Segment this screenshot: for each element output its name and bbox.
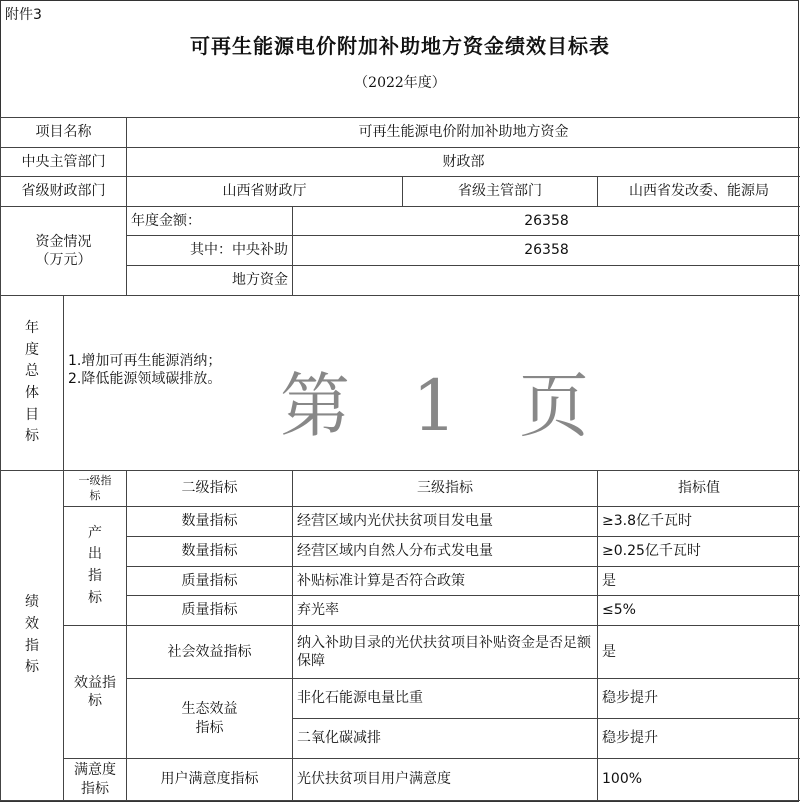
prov-dept-value: 山西省发改委、能源局 xyxy=(598,177,800,207)
benefit-eco-value: 稳步提升 xyxy=(598,679,800,719)
project-name-label: 项目名称 xyxy=(1,118,127,148)
output-l2: 质量指标 xyxy=(127,567,293,596)
output-l3: 弃光率 xyxy=(293,596,598,626)
header-level3: 三级指标 xyxy=(293,471,598,507)
output-l2: 数量指标 xyxy=(127,507,293,537)
annual-goal-label: 年度总体目标 xyxy=(1,296,64,471)
funds-label-line1: 资金情况 xyxy=(35,233,92,250)
satisfaction-l2: 用户满意度指标 xyxy=(127,759,293,801)
benefit-eco-l2-line2: 指标 xyxy=(195,719,224,736)
benefit-eco-l2 xyxy=(127,679,293,759)
output-value: ≥0.25亿千瓦时 xyxy=(598,537,800,567)
table-row xyxy=(1,626,800,679)
output-l2: 质量指标 xyxy=(127,596,293,626)
satisfaction-value: 100% xyxy=(598,759,800,801)
funds-label-line2: （万元） xyxy=(35,252,92,268)
table-row xyxy=(1,177,800,207)
performance-indicators-label: 绩效指标 xyxy=(1,471,64,801)
attachment-label: 附件3 xyxy=(5,7,42,23)
annual-amount-value: 26358 xyxy=(293,207,800,236)
output-value: ≥3.8亿千瓦时 xyxy=(598,507,800,537)
table-row xyxy=(1,118,800,148)
output-value: ≤5% xyxy=(598,596,800,626)
table-row xyxy=(1,148,800,177)
output-l3: 经营区域内自然人分布式发电量 xyxy=(293,537,598,567)
output-l3: 补贴标准计算是否符合政策 xyxy=(293,567,598,596)
annual-amount-label: 年度金额： xyxy=(127,207,293,236)
prov-finance-value: 山西省财政厅 xyxy=(127,177,403,207)
document-header xyxy=(0,0,800,117)
output-l2: 数量指标 xyxy=(127,537,293,567)
satisfaction-label xyxy=(64,759,127,801)
year-label: （2022年度） xyxy=(354,75,446,91)
header-value: 指标值 xyxy=(598,471,800,507)
prov-dept-label: 省级主管部门 xyxy=(403,177,598,207)
central-dept-label: 中央主管部门 xyxy=(1,148,127,177)
satisfaction-l3: 光伏扶贫项目用户满意度 xyxy=(293,759,598,801)
output-l3: 经营区域内光伏扶贫项目发电量 xyxy=(293,507,598,537)
benefit-eco-l2-line1: 生态效益 xyxy=(181,701,238,718)
table-row xyxy=(1,207,800,236)
goal-item: 2.降低能源领域碳排放。 xyxy=(68,371,222,388)
project-name-value: 可再生能源电价附加补助地方资金 xyxy=(127,118,800,148)
output-indicators-label: 产出指标 xyxy=(64,507,127,626)
central-subsidy-value: 26358 xyxy=(293,236,800,266)
benefit-indicators-label: 效益指标 xyxy=(64,626,127,759)
benefit-eco-value: 稳步提升 xyxy=(598,719,800,759)
benefit-social-value: 是 xyxy=(598,626,800,679)
performance-target-table xyxy=(0,117,800,801)
local-funds-value xyxy=(293,266,800,296)
satisfaction-label-line1: 满意度 xyxy=(74,762,116,779)
benefit-eco-l3: 非化石能源电量比重 xyxy=(293,679,598,719)
prov-finance-label: 省级财政部门 xyxy=(1,177,127,207)
funds-label xyxy=(1,207,127,296)
benefit-eco-l3: 二氧化碳减排 xyxy=(293,719,598,759)
output-value: 是 xyxy=(598,567,800,596)
table-row xyxy=(1,471,800,507)
header-level2: 二级指标 xyxy=(127,471,293,507)
table-row xyxy=(1,507,800,537)
local-funds-label: 地方资金 xyxy=(127,266,293,296)
central-subsidy-label: 其中：中央补助 xyxy=(127,236,293,266)
header-level1: 一级指标 xyxy=(64,471,127,507)
satisfaction-label-line2: 指标 xyxy=(81,780,109,797)
table-row xyxy=(1,759,800,801)
benefit-social-l2: 社会效益指标 xyxy=(127,626,293,679)
central-dept-value: 财政部 xyxy=(127,148,800,177)
benefit-social-l3: 纳入补助目录的光伏扶贫项目补贴资金是否足额保障 xyxy=(293,626,598,679)
goal-item: 1.增加可再生能源消纳； xyxy=(68,353,222,369)
page-number-watermark: 第 1 页 xyxy=(280,365,610,447)
page-title: 可再生能源电价附加补助地方资金绩效目标表 xyxy=(190,34,610,58)
